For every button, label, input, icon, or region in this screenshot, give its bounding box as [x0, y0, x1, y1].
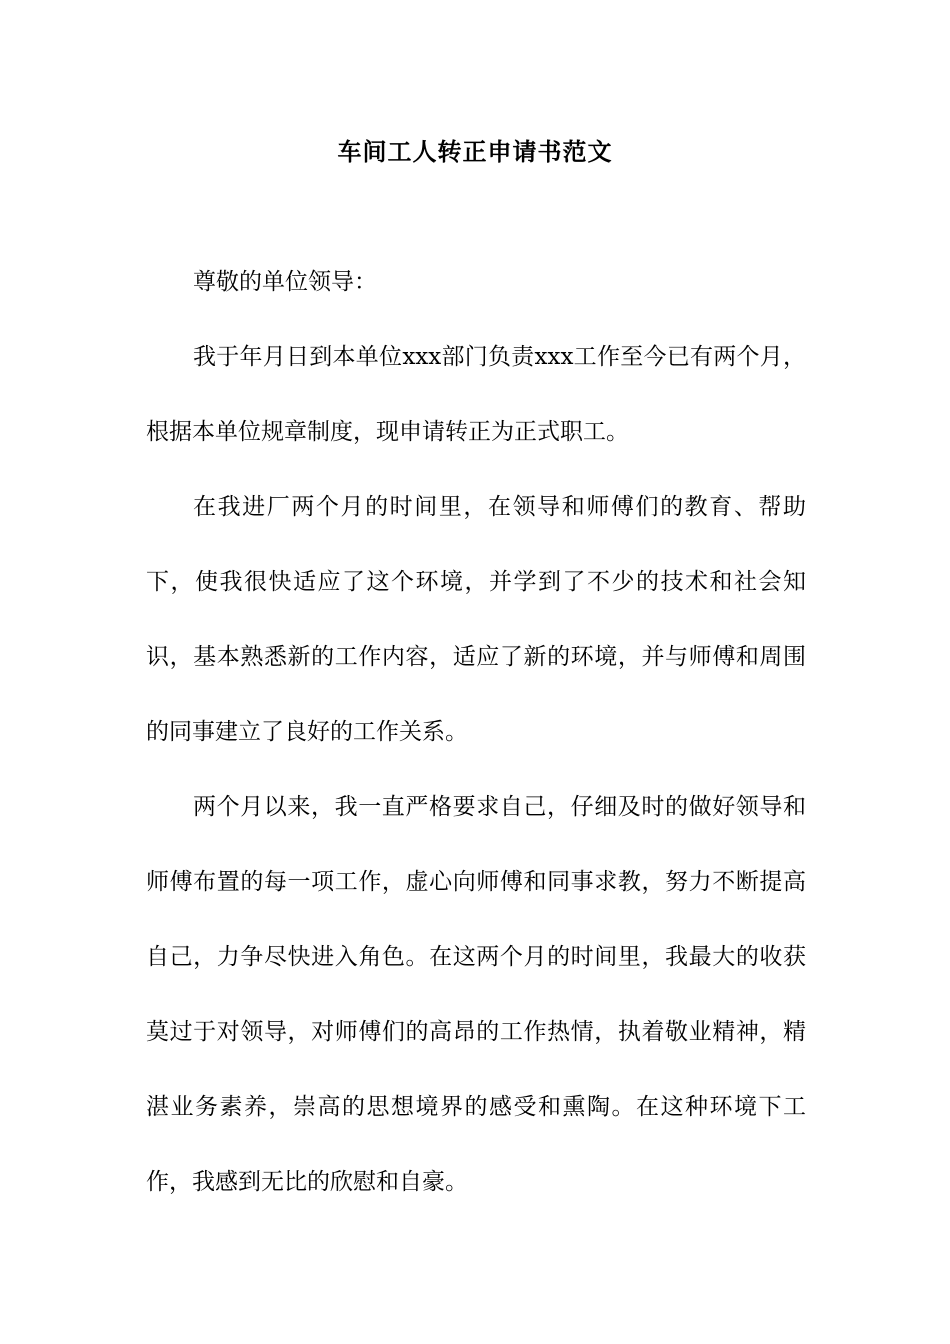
salutation: 尊敬的单位领导： [193, 269, 377, 295]
document-title: 车间工人转正申请书范文 [337, 137, 613, 166]
paragraph-2: 在我进厂两个月的时间里，在领导和师傅们的教育、帮助下，使我很快适应了这个环境，并学到了不少的技术和社会知识，基本熟悉新的工作内容，适应了新的环境，并与师傅和周围的同事建立了良好的工作关系。 [146, 494, 806, 745]
paragraph-3: 两个月以来，我一直严格要求自己，仔细及时的做好领导和师傅布置的每一项工作，虚心向师傅和同事求教，努力不断提高自己，力争尽快进入角色。在这两个月的时间里，我最大的收获莫过于对领导，对师傅们的高昂的工作热情，执着敬业精神，精湛业务素养，崇高的思想境界的感受和熏陶。在这种环境下工作，我感到无比的欣慰和自豪。 [146, 794, 806, 1195]
document-body [146, 245, 806, 1220]
paragraph-1: 我于年月日到本单位xxx部门负责xxx工作至今已有两个月，根据本单位规章制度，现申请转正为正式职工。 [146, 344, 806, 445]
